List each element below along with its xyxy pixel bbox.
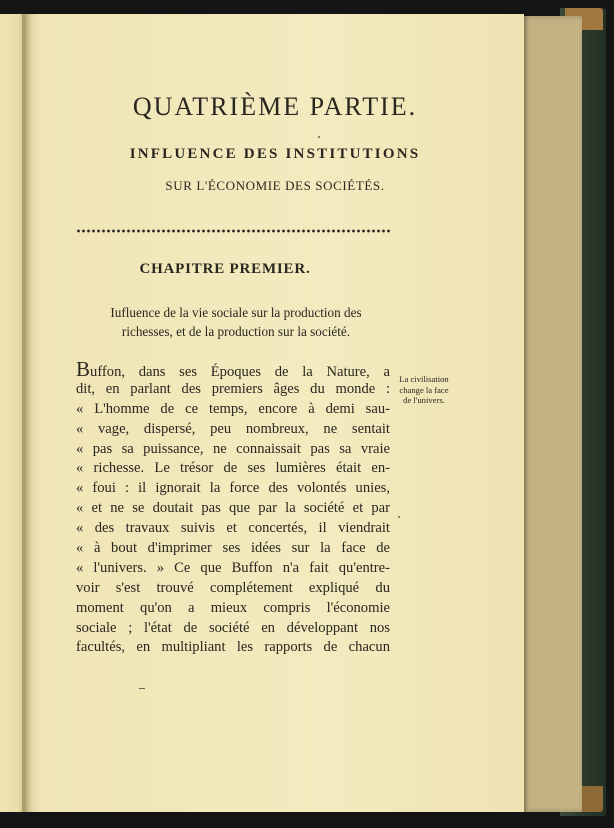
page-edges bbox=[520, 16, 582, 812]
body-line: « à bout d'imprimer ses idées sur la face de bbox=[76, 540, 390, 557]
gutter-shadow bbox=[22, 14, 32, 812]
margin-note-line: La civilisation bbox=[399, 374, 449, 384]
paper-speck bbox=[398, 516, 400, 518]
body-line: Buffon, dans ses Époques de la Nature, a bbox=[76, 357, 390, 381]
body-line: voir s'est trouvé complétement expliqué du bbox=[76, 579, 390, 596]
body-line: sociale ; l'état de société en développant nos bbox=[76, 619, 390, 636]
chapter-summary-line: richesses, et de la production sur la société. bbox=[121, 324, 351, 339]
body-line: facultés, en multipliant les rapports de chacun bbox=[76, 639, 390, 656]
margin-note-line: change la face bbox=[399, 384, 449, 395]
body-line: « pas sa puissance, ne connaissait pas sa vraie bbox=[76, 440, 390, 457]
body-line: « vage, dispersé, peu nombreux, ne sentait bbox=[76, 420, 390, 437]
chapter-summary-line: Iufluence de la vie sociale sur la production des bbox=[110, 305, 362, 320]
body-line: « L'homme de ce temps, encore à demi sau- bbox=[76, 400, 390, 417]
part-title: QUATRIÈME PARTIE. bbox=[132, 92, 418, 121]
body-line: « des travaux suivis et concertés, il viendrait bbox=[76, 520, 390, 537]
body-line: dit, en parlant des premiers âges du monde : bbox=[76, 380, 390, 397]
body-line: « foui : il ignorait la force des volontés unies, bbox=[76, 480, 390, 497]
chapter-summary bbox=[80, 303, 392, 341]
body-text bbox=[76, 357, 390, 658]
paper-speck bbox=[318, 136, 320, 138]
chapter-title: CHAPITRE PREMIER. bbox=[139, 261, 311, 277]
body-line: « richesse. Le trésor de ses lumières était en- bbox=[76, 460, 390, 477]
body-line: « et ne se doutait pas que par la société et par bbox=[76, 500, 390, 517]
margin-note-line: de l'univers. bbox=[403, 395, 445, 406]
page-mark bbox=[139, 688, 145, 689]
margin-note bbox=[392, 374, 456, 406]
body-line: « l'univers. » Ce que Buffon n'a fait qu'entre- bbox=[76, 559, 390, 576]
body-line: moment qu'on a mieux compris l'économie bbox=[76, 599, 390, 616]
ornamental-rule bbox=[76, 228, 390, 234]
part-subtitle-line-2: SUR L'ÉCONOMIE DES SOCIÉTÉS. bbox=[165, 178, 385, 193]
part-subtitle-line-1: INFLUENCE DES INSTITUTIONS bbox=[129, 146, 421, 162]
